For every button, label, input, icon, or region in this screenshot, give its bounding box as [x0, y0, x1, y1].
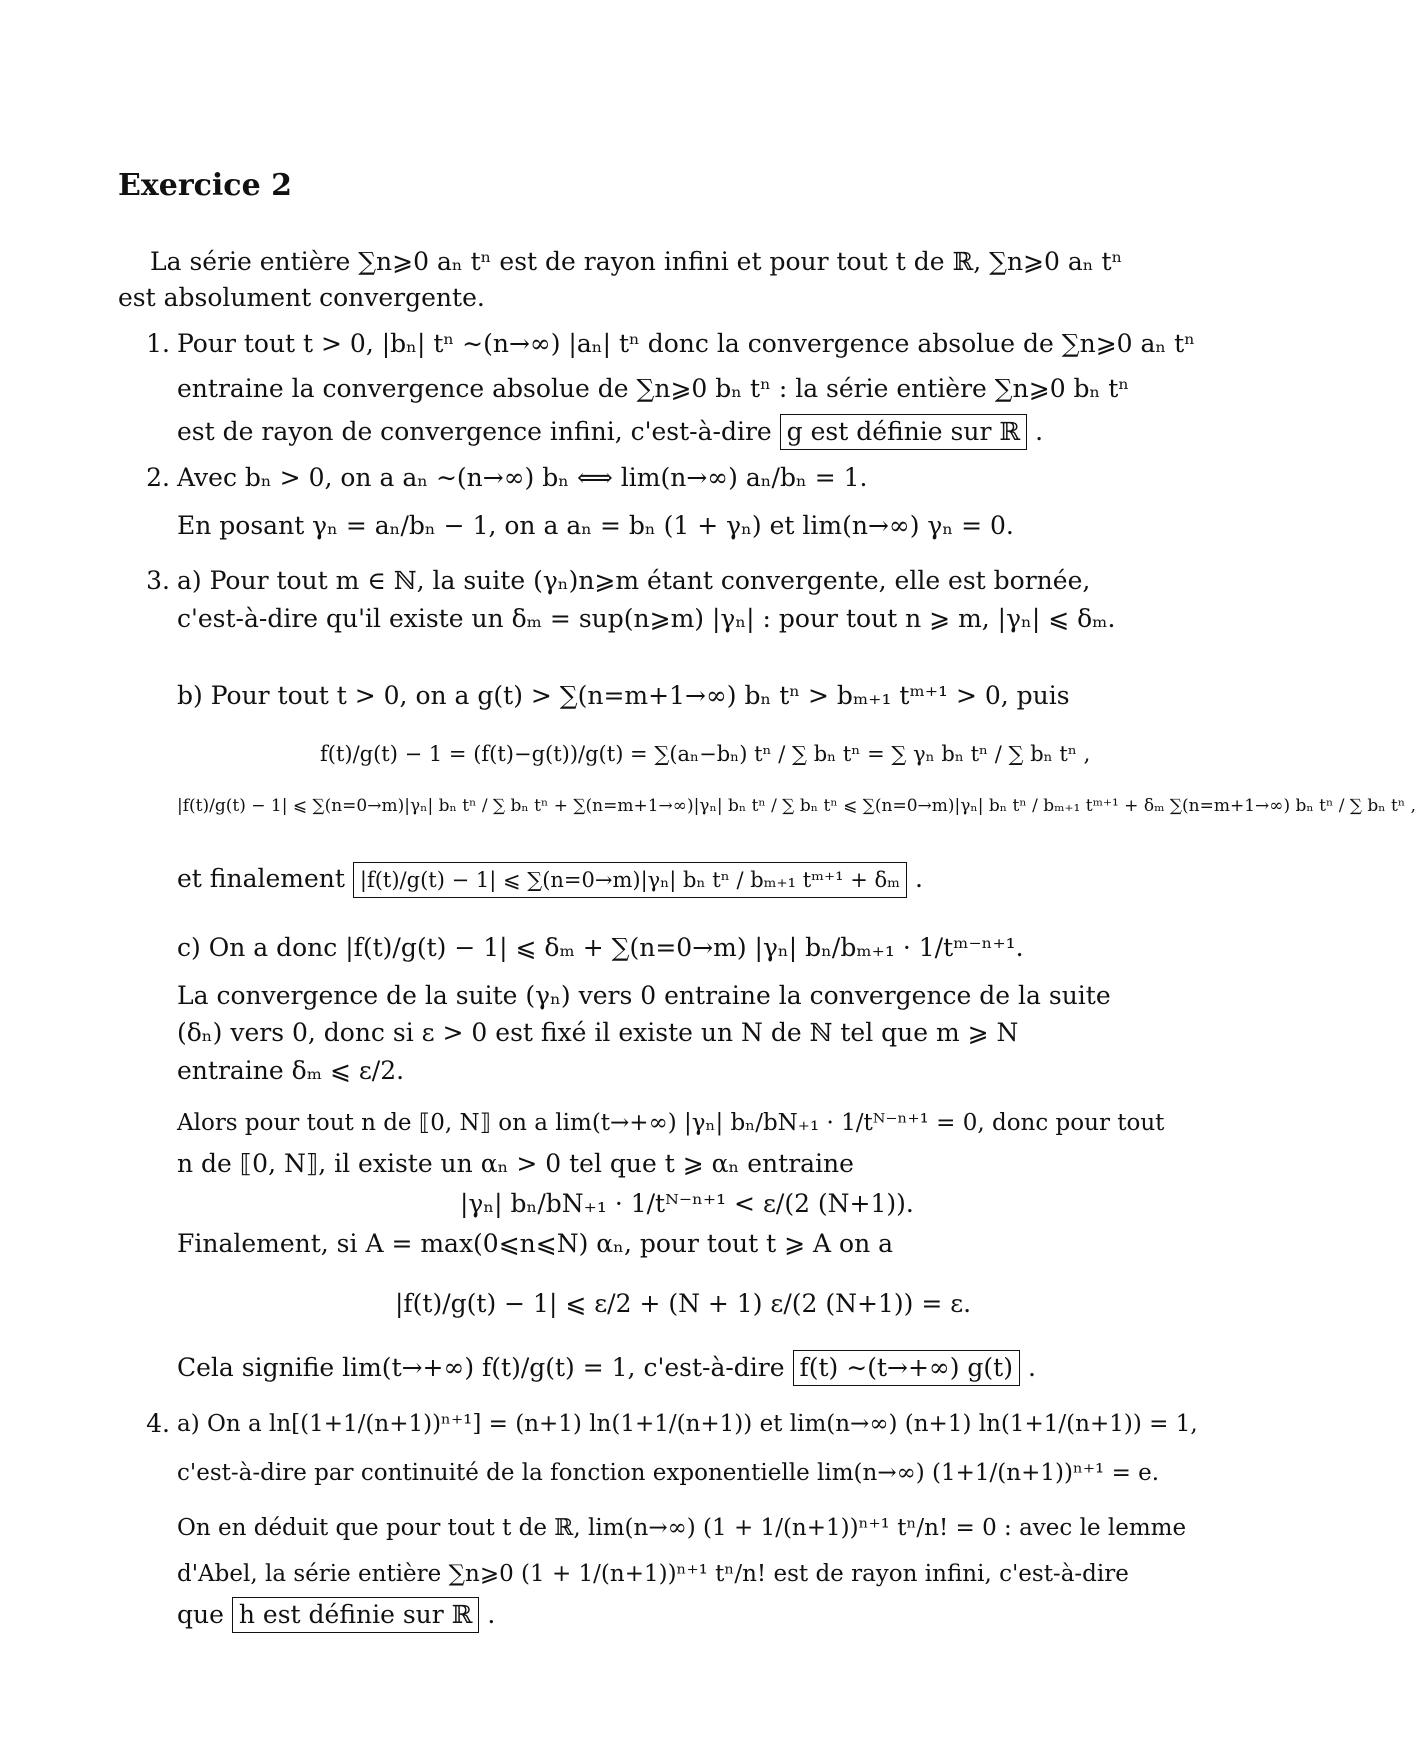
item-number-2: 2.: [146, 463, 170, 492]
item3c-line-1: c) On a donc |f(t)/g(t) − 1| ⩽ δₘ + ∑(n=0→m) |γₙ| bₙ/bₘ₊₁ · 1/tᵐ⁻ⁿ⁺¹.: [177, 933, 1024, 962]
item3b-final-label: et finalement: [177, 864, 345, 893]
item4-end: .: [487, 1600, 496, 1629]
item1-end: .: [1035, 417, 1044, 446]
item4-line-2: c'est-à-dire par continuité de la fonction exponentielle lim(n→∞) (1+1/(n+1))ⁿ⁺¹ = e.: [177, 1460, 1160, 1486]
exercise-title: Exercice 2: [118, 168, 292, 203]
item2-line-2: En posant γₙ = aₙ/bₙ − 1, on a aₙ = bₙ (1 + γₙ) et lim(n→∞) γₙ = 0.: [177, 511, 1014, 540]
item3b-end: .: [914, 864, 923, 893]
item4-line-1: a) On a ln[(1+1/(n+1))ⁿ⁺¹] = (n+1) ln(1+1/(n+1)) et lim(n→∞) (n+1) ln(1+1/(n+1)) = 1,: [177, 1411, 1198, 1437]
item3c-line-7: |γₙ| bₙ/bN₊₁ · 1/tᴺ⁻ⁿ⁺¹ < ε/(2 (N+1)).: [460, 1189, 914, 1218]
item3c-end: .: [1027, 1353, 1036, 1382]
item3c-line-8: Finalement, si A = max(0⩽n⩽N) αₙ, pour tout t ⩾ A on a: [177, 1229, 894, 1258]
item1-line-3-text: est de rayon de convergence infini, c'est-à-dire: [177, 417, 772, 446]
item3b-line-1: b) Pour tout t > 0, on a g(t) > ∑(n=m+1→∞) bₙ tⁿ > bₘ₊₁ tᵐ⁺¹ > 0, puis: [177, 681, 1070, 710]
item3c-line-4: entraine δₘ ⩽ ε/2.: [177, 1056, 405, 1085]
item1-line-3: [177, 414, 1043, 450]
intro-line-1: La série entière ∑n⩾0 aₙ tⁿ est de rayon infini et pour tout t de ℝ, ∑n⩾0 aₙ tⁿ: [150, 247, 1123, 276]
item4-line-3: On en déduit que pour tout t de ℝ, lim(n→∞) (1 + 1/(n+1))ⁿ⁺¹ tⁿ/n! = 0 : avec le lemme: [177, 1515, 1187, 1541]
item3b-equation-2: |f(t)/g(t) − 1| ⩽ ∑(n=0→m)|γₙ| bₙ tⁿ / ∑ bₙ tⁿ + ∑(n=m+1→∞)|γₙ| bₙ tⁿ / ∑ bₙ tⁿ ⩽ ∑(n=0→m)|γₙ| bₙ tⁿ / bₘ₊₁ tᵐ⁺¹ + δₘ ∑(n=m+1→∞) bₙ tⁿ / ∑ bₙ tⁿ ,: [177, 796, 1416, 816]
item2-line-1: Avec bₙ > 0, on a aₙ ∼(n→∞) bₙ ⟺ lim(n→∞) aₙ/bₙ = 1.: [177, 463, 868, 492]
item3c-line-10-text: Cela signifie lim(t→+∞) f(t)/g(t) = 1, c'est-à-dire: [177, 1353, 785, 1382]
item3b-equation-1: f(t)/g(t) − 1 = (f(t)−g(t))/g(t) = ∑(aₙ−bₙ) tⁿ / ∑ bₙ tⁿ = ∑ γₙ bₙ tⁿ / ∑ bₙ tⁿ ,: [320, 742, 1091, 766]
item3c-line-10: [177, 1350, 1036, 1386]
result-box-h: h est définie sur ℝ: [232, 1597, 480, 1633]
item3c-line-9: |f(t)/g(t) − 1| ⩽ ε/2 + (N + 1) ε/(2 (N+1)) = ε.: [395, 1289, 972, 1318]
result-box-bound: |f(t)/g(t) − 1| ⩽ ∑(n=0→m)|γₙ| bₙ tⁿ / bₘ₊₁ tᵐ⁺¹ + δₘ: [353, 862, 907, 898]
item3c-line-2: La convergence de la suite (γₙ) vers 0 entraine la convergence de la suite: [177, 981, 1111, 1010]
item3c-line-5: Alors pour tout n de ⟦0, N⟧ on a lim(t→+∞) |γₙ| bₙ/bN₊₁ · 1/tᴺ⁻ⁿ⁺¹ = 0, donc pour tout: [177, 1110, 1165, 1136]
item3a-line-2: c'est-à-dire qu'il existe un δₘ = sup(n⩾m) |γₙ| : pour tout n ⩾ m, |γₙ| ⩽ δₘ.: [177, 604, 1116, 633]
item-number-1: 1.: [146, 329, 170, 358]
item3b-final-line: [177, 862, 923, 898]
item1-line-1: Pour tout t > 0, |bₙ| tⁿ ∼(n→∞) |aₙ| tⁿ donc la convergence absolue de ∑n⩾0 aₙ tⁿ: [177, 329, 1196, 358]
intro-line-2: est absolument convergente.: [118, 283, 485, 312]
item4-line-4: d'Abel, la série entière ∑n⩾0 (1 + 1/(n+1))ⁿ⁺¹ tⁿ/n! est de rayon infini, c'est-à-dire: [177, 1561, 1129, 1587]
item3c-line-6: n de ⟦0, N⟧, il existe un αₙ > 0 tel que t ⩾ αₙ entraine: [177, 1149, 854, 1178]
item-number-4: 4.: [146, 1409, 170, 1438]
item4-line-5: [177, 1597, 495, 1633]
item4-line-5-text: que: [177, 1600, 224, 1629]
result-box-equivalent: f(t) ∼(t→+∞) g(t): [793, 1350, 1020, 1386]
item3a-line-1: a) Pour tout m ∈ ℕ, la suite (γₙ)n⩾m étant convergente, elle est bornée,: [177, 566, 1091, 595]
item3c-line-3: (δₙ) vers 0, donc si ε > 0 est fixé il existe un N de ℕ tel que m ⩾ N: [177, 1018, 1019, 1047]
item1-line-2: entraine la convergence absolue de ∑n⩾0 bₙ tⁿ : la série entière ∑n⩾0 bₙ tⁿ: [177, 374, 1130, 403]
result-box-g: g est définie sur ℝ: [780, 414, 1027, 450]
item-number-3: 3.: [146, 566, 170, 595]
